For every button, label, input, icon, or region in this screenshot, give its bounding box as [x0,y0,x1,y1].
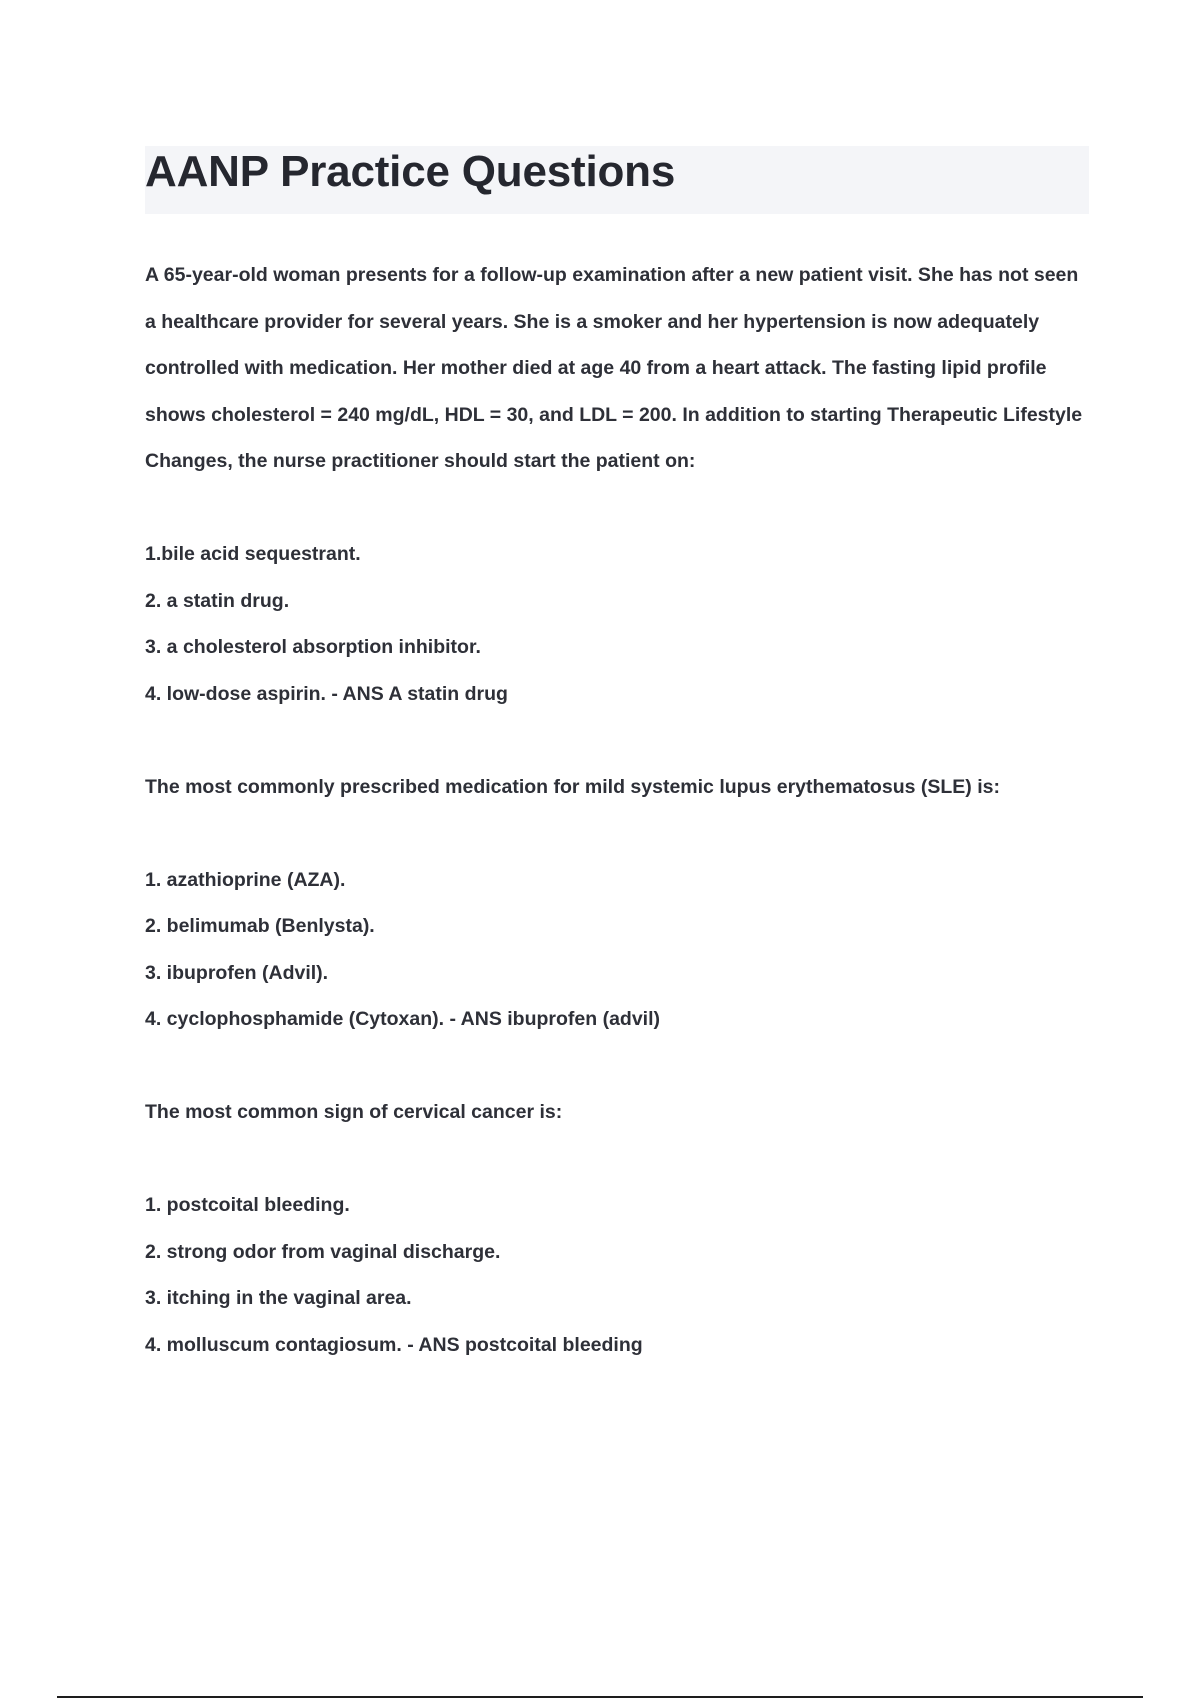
question-1 [145,252,1085,717]
questions-content [145,252,1085,1368]
spacer [145,717,1085,764]
footer-divider [57,1696,1143,1698]
spacer [145,810,1085,857]
question-1-stem: A 65-year-old woman presents for a follow-up examination after a new patient visit. She has not seen a healthcare provider for several years. She is a smoker and her hypertension is now adequately controlled with medication. Her mother died at age 40 from a heart attack. The fasting lipid profile shows cholesterol = 240 mg/dL, HDL = 30, and LDL = 200. In addition to starting Therapeutic Lifestyle Changes, the nurse practitioner should start the patient on: [145,264,1083,472]
question-3 [145,1089,1085,1368]
question-3-option-2: 2. strong odor from vaginal discharge. [145,1240,501,1263]
question-1-option-3: 3. a cholesterol absorption inhibitor. [145,636,481,658]
spacer [145,485,1085,532]
question-2-stem: The most commonly prescribed medication for mild systemic lupus erythematosus (SLE) is: [145,775,1000,798]
title-banner [145,146,1089,214]
question-3-option-3: 3. itching in the vaginal area. [145,1287,412,1309]
question-2 [145,764,1085,1043]
page-title: AANP Practice Questions [145,147,676,196]
question-2-option-2: 2. belimumab (Benlysta). [145,915,375,937]
question-2-option-1: 1. azathioprine (AZA). [145,868,346,891]
question-1-option-1: 1.bile acid sequestrant. [145,543,361,565]
question-1-option-4-answer: 4. low-dose aspirin. - ANS A statin drug [145,682,508,705]
question-3-stem: The most common sign of cervical cancer is: [145,1101,563,1123]
spacer [145,1136,1085,1183]
question-2-option-4-answer: 4. cyclophosphamide (Cytoxan). - ANS ibuprofen (advil) [145,1008,660,1030]
question-1-option-2: 2. a statin drug. [145,589,290,612]
question-2-option-3: 3. ibuprofen (Advil). [145,961,329,984]
question-3-option-1: 1. postcoital bleeding. [145,1194,350,1216]
spacer [145,1043,1085,1090]
question-3-option-4-answer: 4. molluscum contagiosum. - ANS postcoital bleeding [145,1333,643,1356]
